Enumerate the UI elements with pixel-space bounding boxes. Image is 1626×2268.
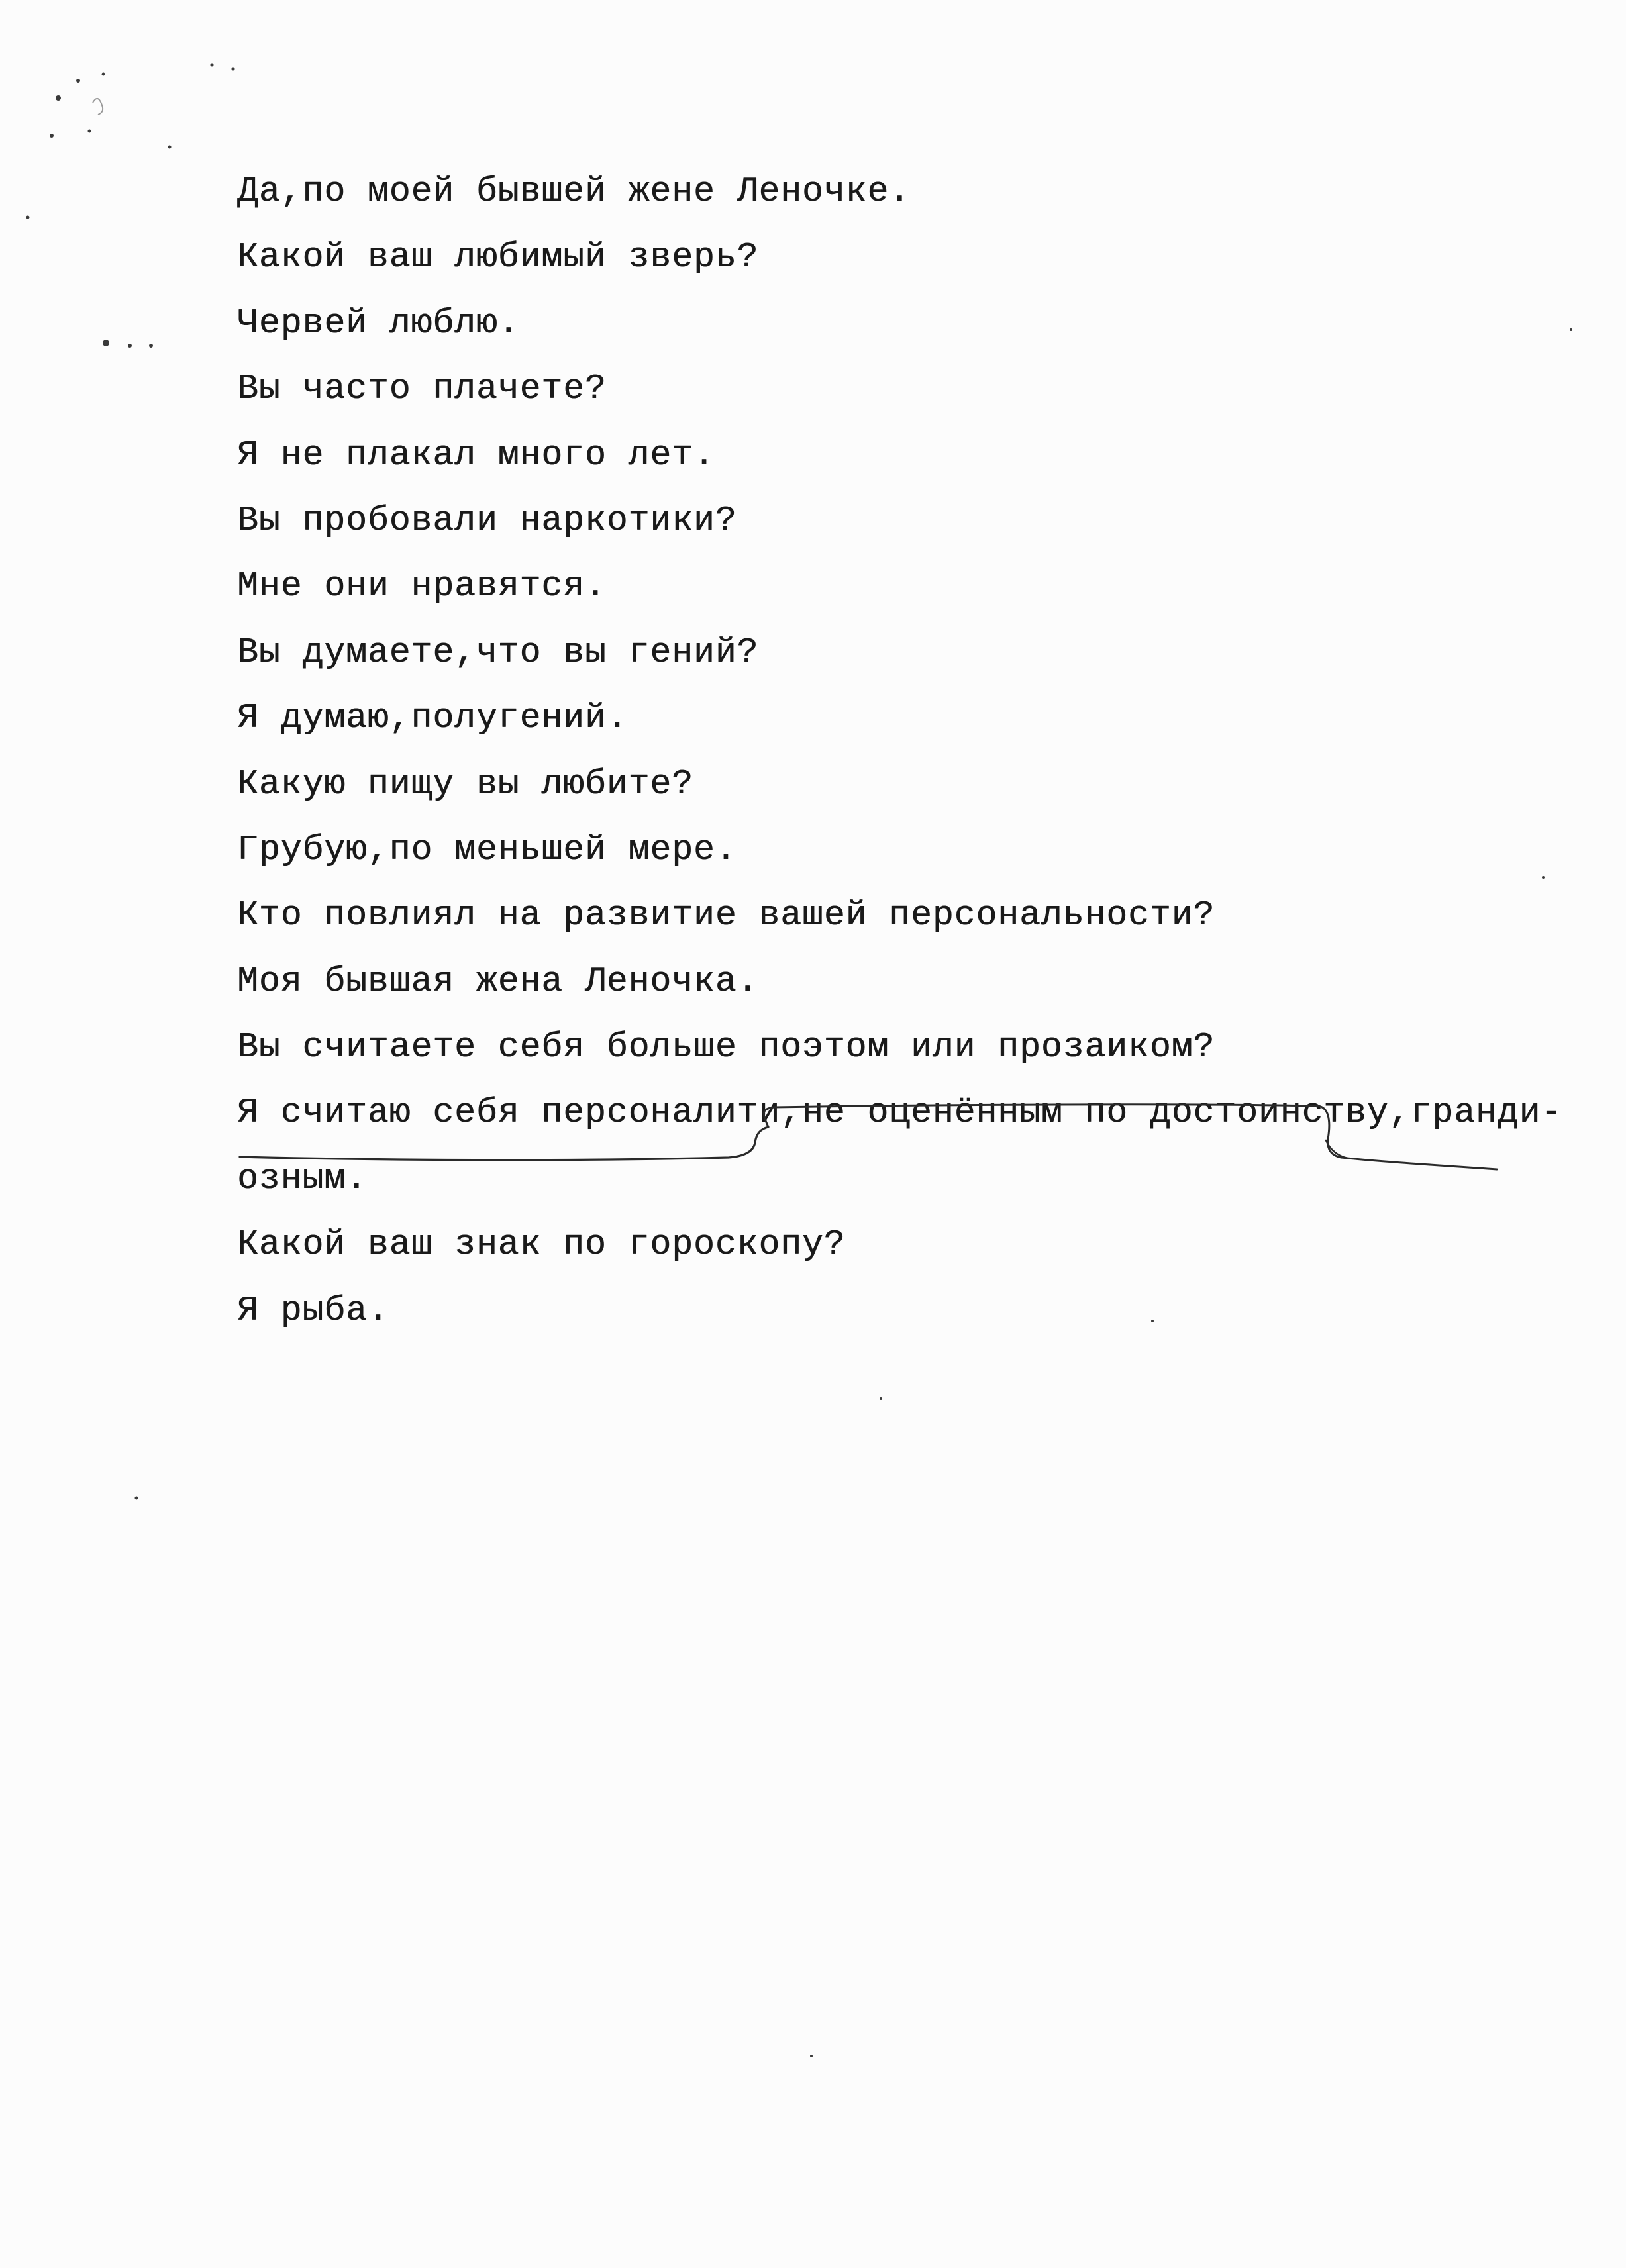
paper-speck: [1570, 328, 1572, 331]
paper-speck: [128, 344, 132, 348]
text-line: Вы пробовали наркотики?: [237, 500, 737, 540]
paper-speck: [102, 73, 105, 76]
text-line: Я рыба.: [237, 1290, 389, 1330]
typewritten-text-block: [237, 159, 1562, 1344]
paper-speck: [56, 95, 61, 101]
paper-speck: [135, 1497, 138, 1500]
paper-speck: [103, 340, 109, 346]
text-line-underlined: Я считаю себя персоналити,не оценённым по достоинству,гранди-: [237, 1093, 1563, 1133]
paper-speck: [168, 146, 172, 149]
paper-speck: [880, 1397, 882, 1400]
paper-speck: [211, 64, 214, 67]
text-line: Вы думаете,что вы гений?: [237, 632, 759, 672]
text-line: Какой ваш любимый зверь?: [237, 237, 759, 277]
text-line: озным.: [237, 1158, 368, 1199]
paper-speck: [26, 216, 30, 219]
paper-speck: [232, 68, 235, 71]
text-line: Вы часто плачете?: [237, 369, 607, 409]
text-line: Моя бывшая жена Леночка.: [237, 961, 759, 1001]
text-line: Грубую,по меньшей мере.: [237, 829, 737, 869]
paper-speck: [88, 130, 91, 133]
paper-speck: [810, 2055, 813, 2057]
paper-speck: [76, 79, 80, 83]
text-line: Какой ваш знак по гороскопу?: [237, 1224, 846, 1265]
paper-smudge: [93, 99, 103, 115]
text-line: Да,по моей бывшей жене Леночке.: [237, 172, 911, 211]
text-line: Червей люблю.: [237, 303, 520, 343]
paper-speck: [149, 344, 153, 348]
text-line: Кто повлиял на развитие вашей персональности?: [237, 895, 1215, 936]
paper-speck: [50, 134, 54, 138]
text-line: Мне они нравятся.: [237, 566, 607, 607]
text-line: Я думаю,полугений.: [237, 698, 629, 738]
text-line: Вы считаете себя больше поэтом или прозаиком?: [237, 1027, 1215, 1067]
text-line: Какую пищу вы любите?: [237, 764, 693, 804]
text-line: Я не плакал много лет.: [237, 434, 715, 475]
